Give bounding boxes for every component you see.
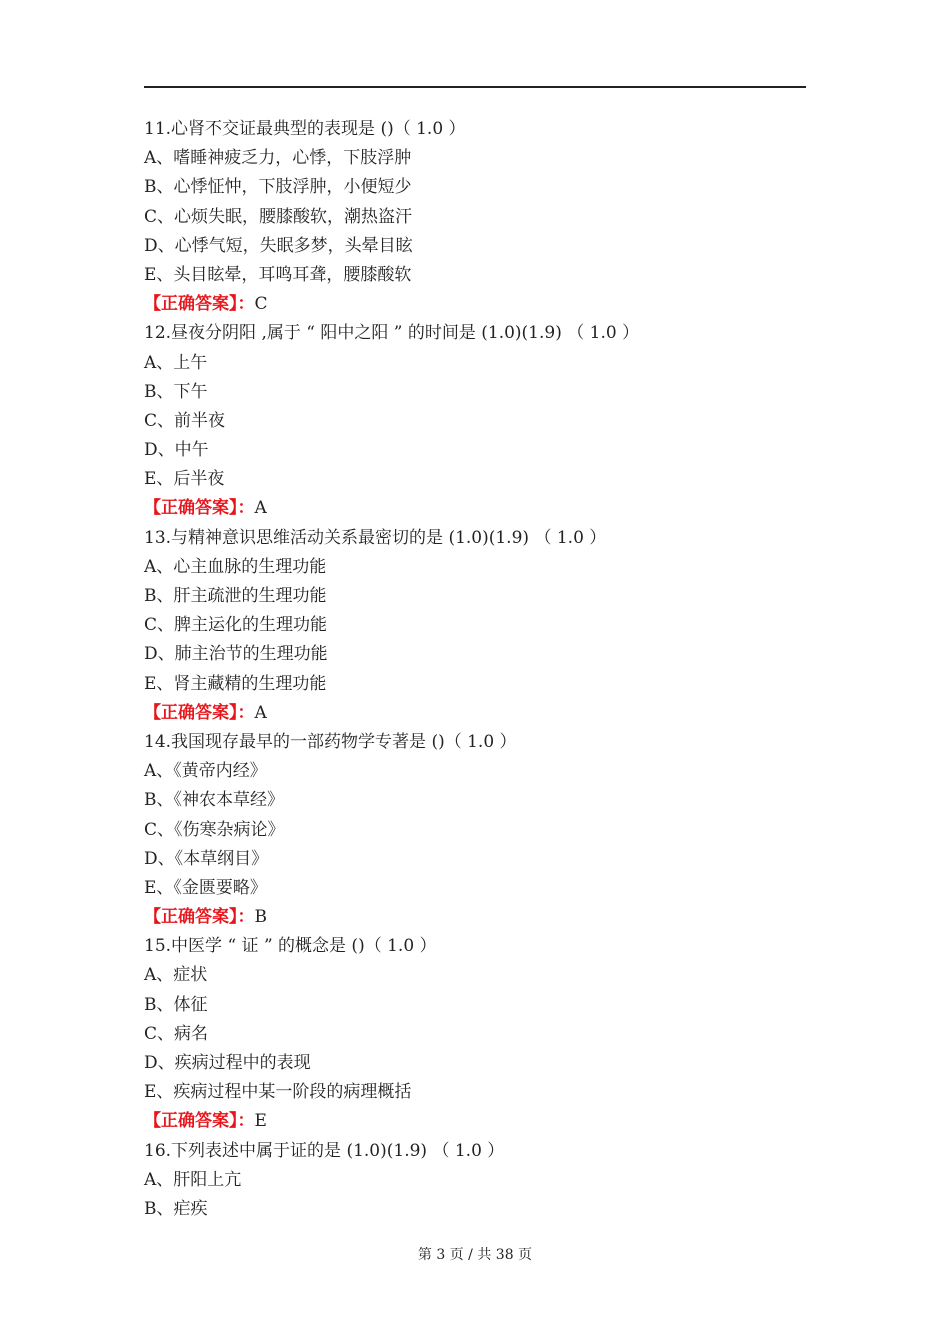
option-b: B、体征: [144, 994, 208, 1015]
question-stem: 14.我国现存最早的一部药物学专著是 ()（ 1.0 ）: [144, 731, 517, 752]
option-a: A、症状: [144, 965, 208, 986]
option-e: E、后半夜: [144, 469, 225, 490]
correct-answer: [144, 290, 806, 319]
option-a: A、肝阳上亢: [144, 1169, 242, 1190]
header-rule: [144, 86, 806, 88]
option-c: C、心烦失眠，腰膝酸软，潮热盗汗: [144, 206, 413, 227]
option-d: D、心悸气短，失眠多梦，头晕目眩: [144, 235, 413, 256]
page-footer: 第 3 页 / 共 38 页: [417, 1247, 533, 1263]
correct-answer: [144, 1107, 806, 1136]
correct-answer: [144, 494, 806, 523]
option-b: B、肝主疏泄的生理功能: [144, 586, 327, 606]
option-c: C、脾主运化的生理功能: [144, 615, 328, 636]
question-list: [144, 115, 806, 1224]
option-c: C、前半夜: [144, 410, 226, 431]
answer-value: A: [254, 498, 267, 519]
question-stem: 12.昼夜分阴阳 ,属于 “ 阳中之阳 ” 的时间是 (1.0)(1.9) （ 1.0 ）: [144, 323, 640, 344]
option-d: D、疾病过程中的表现: [144, 1053, 311, 1073]
answer-label: 【正确答案】：: [144, 702, 255, 723]
correct-answer: [144, 903, 806, 932]
option-d: D、中午: [144, 440, 209, 461]
option-c: C、《伤寒杂病论》: [144, 819, 285, 840]
option-b: B、疟疾: [144, 1198, 208, 1219]
correct-answer: [144, 699, 806, 728]
option-e: E、《金匮要略》: [144, 877, 267, 898]
option-e: E、头目眩晕，耳鸣耳聋，腰膝酸软: [144, 264, 412, 285]
answer-value: A: [254, 702, 267, 723]
option-e: E、肾主藏精的生理功能: [144, 673, 327, 694]
option-a: A、上午: [144, 352, 208, 373]
question-stem: 15.中医学 “ 证 ” 的概念是 ()（ 1.0 ）: [144, 936, 437, 957]
option-b: B、《神农本草经》: [144, 790, 284, 811]
answer-value: E: [254, 1111, 267, 1132]
answer-label: 【正确答案】：: [144, 1111, 255, 1132]
answer-label: 【正确答案】：: [144, 498, 255, 519]
option-c: C、病名: [144, 1023, 209, 1044]
option-b: B、心悸怔忡，下肢浮肿，小便短少: [144, 177, 412, 198]
option-d: D、《本草纲目》: [144, 848, 269, 869]
answer-label: 【正确答案】：: [144, 907, 255, 928]
answer-label: 【正确答案】：: [144, 294, 255, 315]
question-stem: 16.下列表述中属于证的是 (1.0)(1.9) （ 1.0 ）: [144, 1140, 505, 1161]
option-a: A、心主血脉的生理功能: [144, 556, 327, 577]
question-stem: 11.心肾不交证最典型的表现是 ()（ 1.0 ）: [144, 119, 466, 139]
option-d: D、肺主治节的生理功能: [144, 644, 328, 665]
option-e: E、疾病过程中某一阶段的病理概括: [144, 1082, 412, 1103]
answer-value: B: [254, 907, 267, 928]
option-a: A、《黄帝内经》: [144, 761, 267, 782]
answer-value: C: [254, 294, 268, 315]
option-b: B、下午: [144, 381, 208, 402]
question-stem: 13.与精神意识思维活动关系最密切的是 (1.0)(1.9) （ 1.0 ）: [144, 527, 607, 548]
option-a: A、嗜睡神疲乏力，心悸，下肢浮肿: [144, 148, 412, 169]
